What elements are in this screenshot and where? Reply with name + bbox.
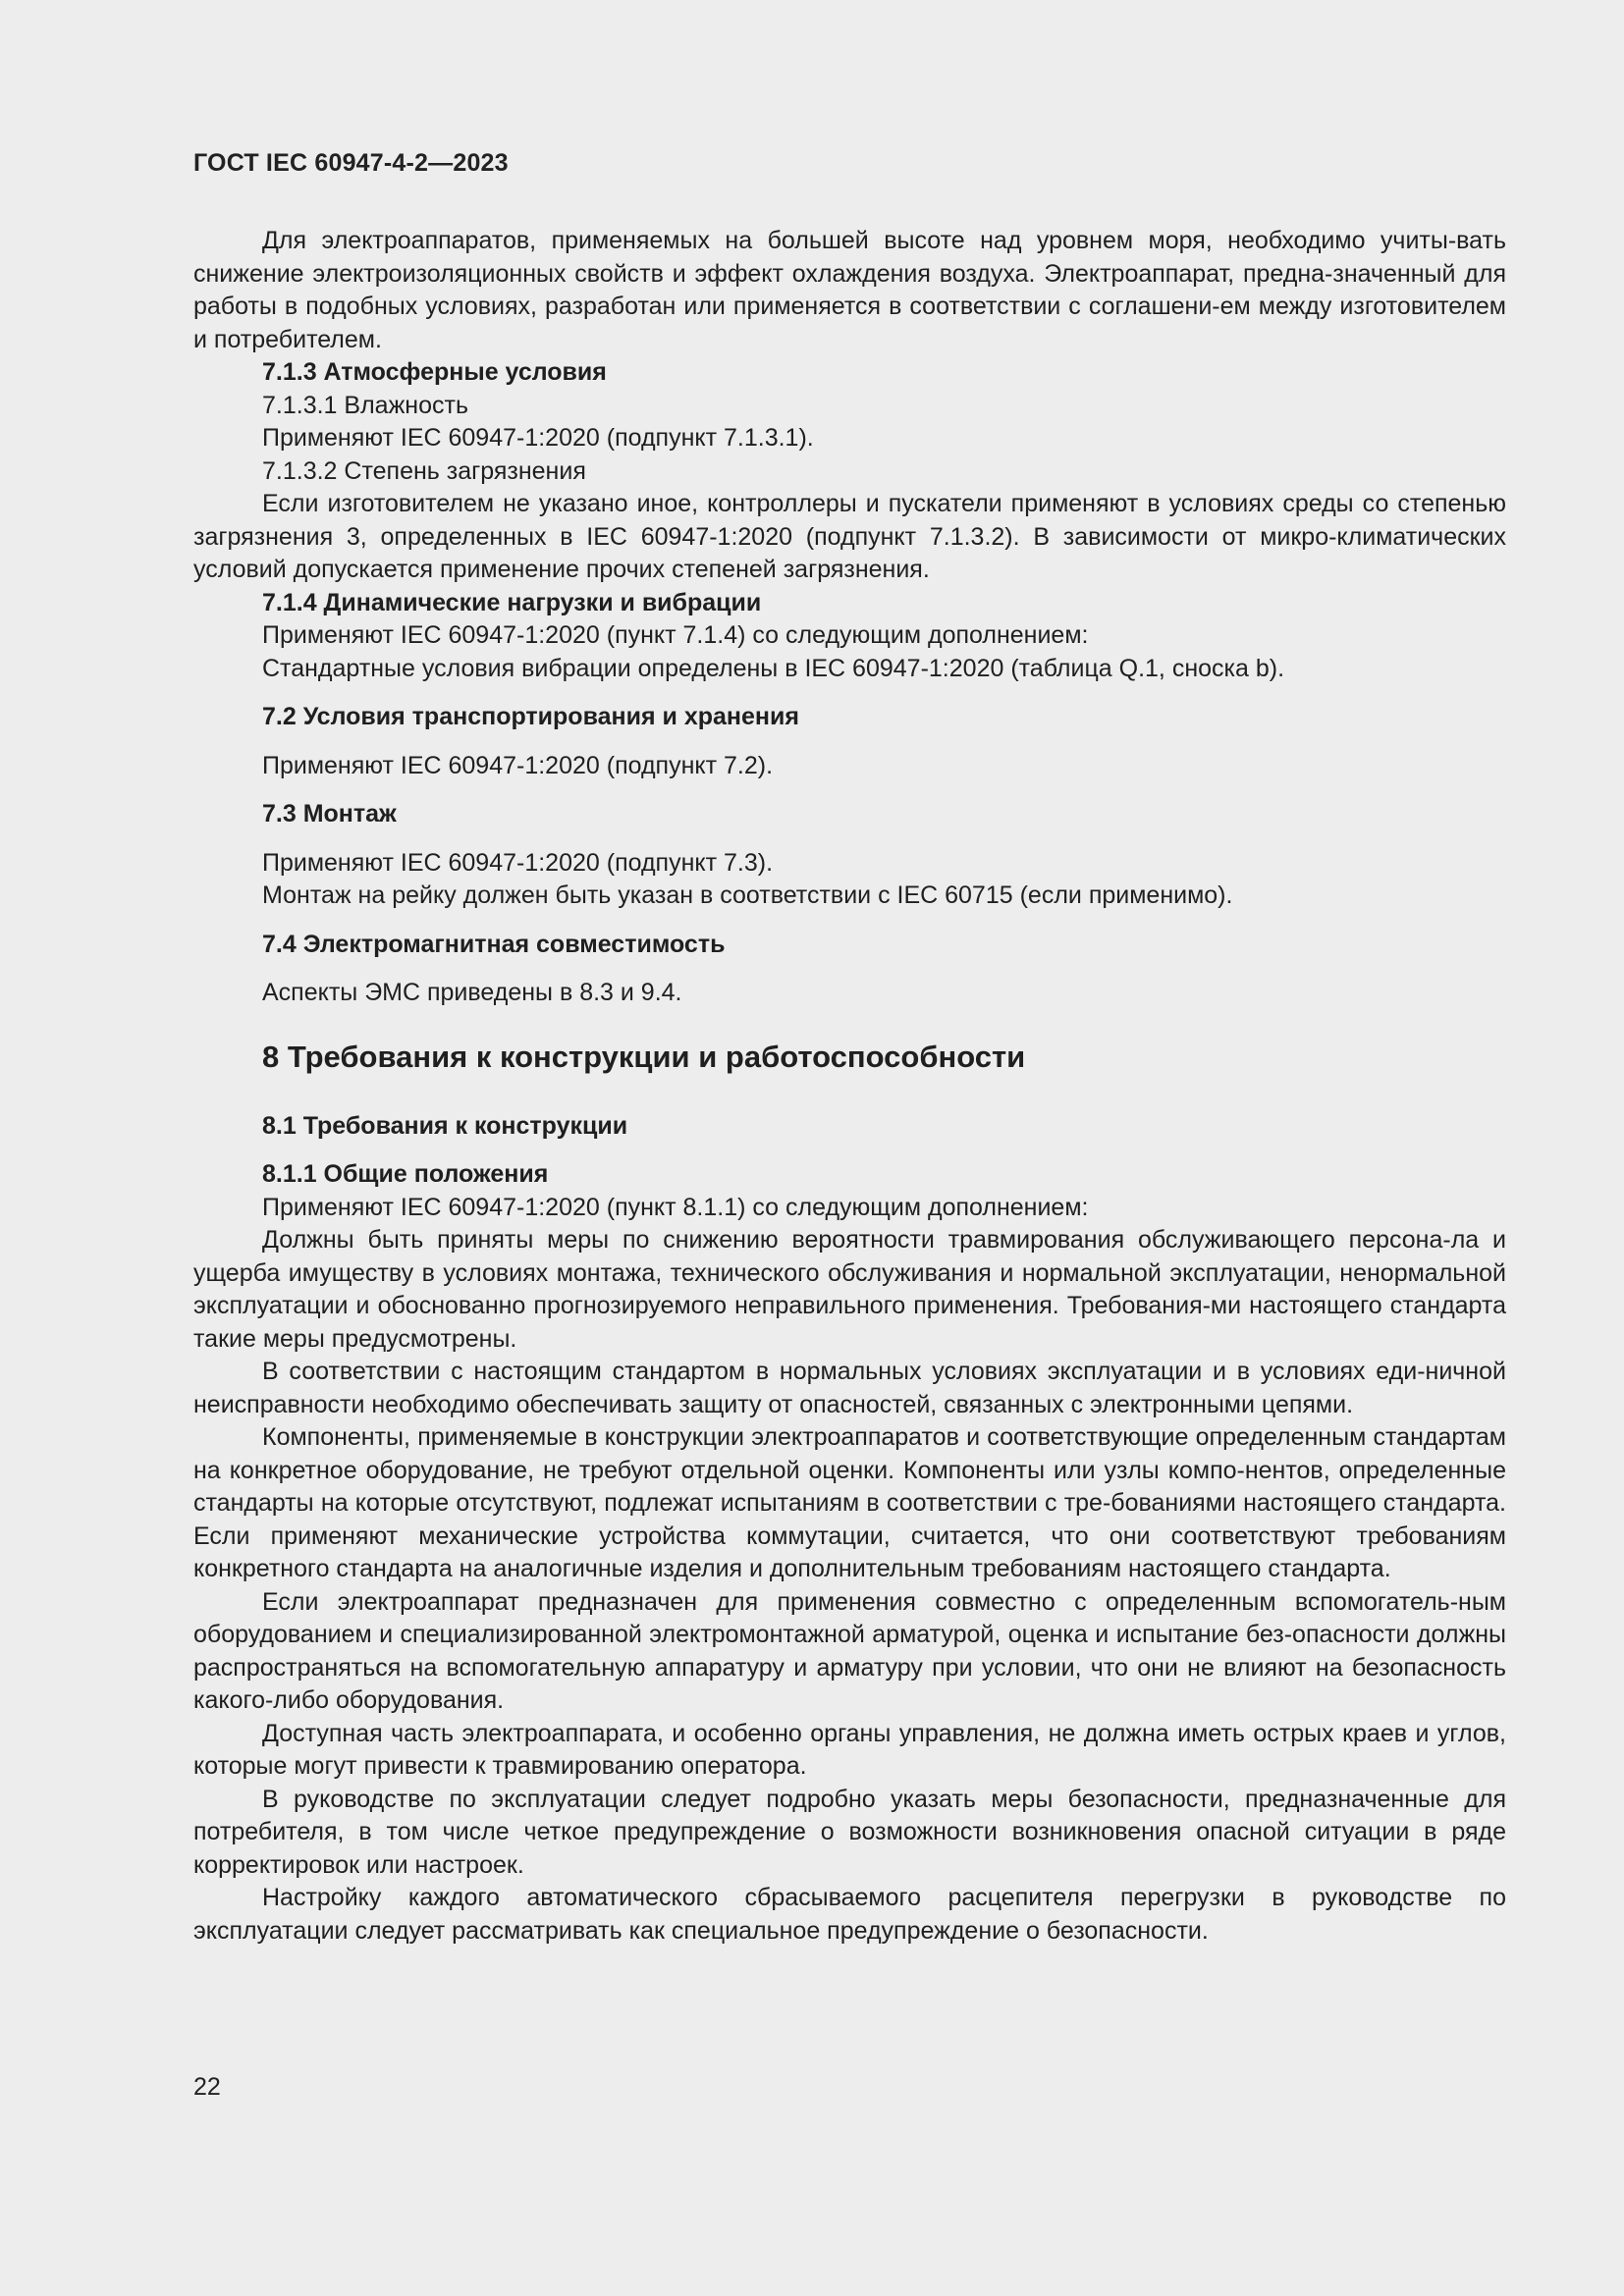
paragraph-8-1-1-c: В соответствии с настоящим стандартом в нормальных условиях эксплуатации и в условиях еди-ничной неисправности необходимо обеспечивать защиту от опасностей, связанных с электронными цепями. — [193, 1358, 1506, 1418]
paragraph-8-1-1-d: Компоненты, применяемые в конструкции электроаппаратов и соответствующие определенным стандартам на конкретное оборудование, не требуют отдельной оценки. Компоненты или узлы компо-нентов, определенные стандарты на которые отсутствуют, подлежат испытаниям в соответствии с тре-бованиями настоящего стандарта. Если применяют механические устройства коммутации, считается, что они соответствуют требованиям конкретного стандарта на аналогичные изделия и дополнительным требованиям настоящего стандарта. — [193, 1423, 1506, 1582]
paragraph-7-3-b: Монтаж на рейку должен быть указан в соответствии с IEC 60715 (если применимо). — [262, 881, 1233, 909]
paragraph-7-2: Применяют IEC 60947-1:2020 (подпункт 7.2). — [262, 751, 774, 779]
heading-7-1-3-2: 7.1.3.2 Степень загрязнения — [262, 456, 586, 485]
heading-8: 8 Требования к конструкции и работоспособности — [262, 1039, 1026, 1074]
paragraph-7-1-3-2: Если изготовителем не указано иное, контроллеры и пускатели применяют в условиях среды со степенью загрязнения 3, определенных в IEC 60947-1:2020 (подпункт 7.1.3.2). В зависимости от микро-климатических условий допускается применение прочих степеней загрязнения. — [193, 490, 1506, 583]
paragraph-8-1-1-f: Доступная часть электроаппарата, и особенно органы управления, не должна иметь острых краев и углов, которые могут привести к травмированию оператора. — [193, 1719, 1506, 1780]
paragraph-7-1-4-b: Стандартные условия вибрации определены в IEC 60947-1:2020 (таблица Q.1, сноска b). — [262, 654, 1285, 682]
document-body — [193, 225, 1506, 1948]
heading-7-1-4: 7.1.4 Динамические нагрузки и вибрации — [262, 588, 762, 616]
heading-8-1-1: 8.1.1 Общие положения — [262, 1160, 549, 1188]
heading-7-3: 7.3 Монтаж — [262, 800, 397, 828]
heading-7-4: 7.4 Электромагнитная совместимость — [262, 930, 726, 958]
paragraph-7-1-3-1: Применяют IEC 60947-1:2020 (подпункт 7.1.3.1). — [262, 424, 814, 452]
paragraph-7-4: Аспекты ЭМС приведены в 8.3 и 9.4. — [262, 979, 682, 1006]
paragraph-7-3-a: Применяют IEC 60947-1:2020 (подпункт 7.3). — [262, 848, 774, 877]
paragraph-7-1-4-a: Применяют IEC 60947-1:2020 (пункт 7.1.4) со следующим дополнением: — [262, 621, 1089, 649]
paragraph-8-1-1-b: Должны быть приняты меры по снижению вероятности травмирования обслуживающего персона-ла и ущерба имуществу в условиях монтажа, технического обслуживания и нормальной эксплуатации, ненормальной эксплуатации и обоснованно прогнозируемого неправильного применения. Требования-ми настоящего стандарта такие меры предусмотрены. — [193, 1226, 1506, 1353]
document-header: ГОСТ IEC 60947-4-2—2023 — [193, 149, 509, 177]
heading-8-1: 8.1 Требования к конструкции — [262, 1111, 628, 1140]
paragraph-8-1-1-h: Настройку каждого автоматического сбрасываемого расцепителя перегрузки в руководстве по эксплуатации следует рассматривать как специальное предупреждение о безопасности. — [193, 1884, 1506, 1945]
paragraph-8-1-1-e: Если электроаппарат предназначен для применения совместно с определенным вспомогатель-ным оборудованием и специализированной электромонтажной арматурой, оценка и испытание без-опасности должны распространяться на вспомогательную аппаратуру и арматуру при условии, что они не влияют на безопасность какого-либо оборудования. — [193, 1587, 1506, 1714]
page-number: 22 — [193, 2073, 221, 2101]
paragraph-8-1-1-a: Применяют IEC 60947-1:2020 (пункт 8.1.1) со следующим дополнением: — [262, 1193, 1089, 1221]
heading-7-1-3-1: 7.1.3.1 Влажность — [262, 391, 468, 419]
paragraph-8-1-1-g: В руководстве по эксплуатации следует подробно указать меры безопасности, предназначенные для потребителя, в том числе четкое предупреждение о возможности возникновения опасной ситуации в ряде корректировок или настроек. — [193, 1785, 1506, 1879]
paragraph-altitude: Для электроаппаратов, применяемых на большей высоте над уровнем моря, необходимо учиты-вать снижение электроизоляционных свойств и эффект охлаждения воздуха. Электроаппарат, предна-значенный для работы в подобных условиях, разработан или применяется в соответствии с соглашени-ем между изготовителем и потребителем. — [193, 227, 1506, 353]
heading-7-2: 7.2 Условия транспортирования и хранения — [262, 703, 799, 730]
heading-7-1-3: 7.1.3 Атмосферные условия — [262, 358, 607, 386]
